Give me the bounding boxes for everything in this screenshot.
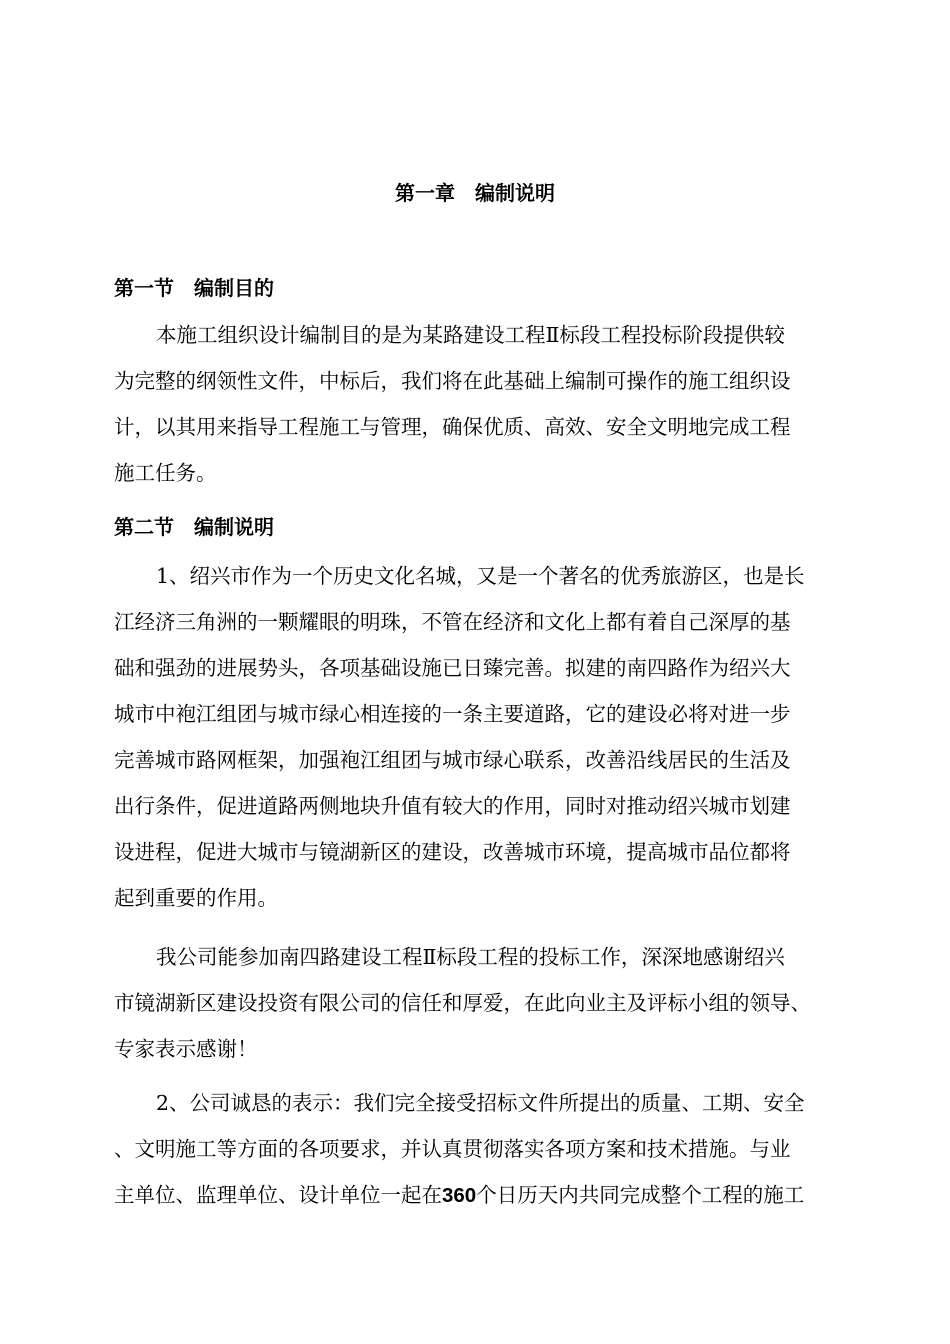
paragraph-purpose xyxy=(114,312,884,496)
text-line: 设进程，促进大城市与镜湖新区的建设，改善城市环境，提高城市品位都将 xyxy=(114,840,791,864)
text-line: 1、绍兴市作为一个历史文化名城，又是一个著名的优秀旅游区，也是长 xyxy=(156,564,805,588)
text-line: 我公司能参加南四路建设工程Ⅱ标段工程的投标工作，深深地感谢绍兴 xyxy=(156,945,785,969)
text-line: 起到重要的作用。 xyxy=(114,886,278,910)
text-line: 础和强劲的进展势头，各项基础设施已日臻完善。拟建的南四路作为绍兴大 xyxy=(114,656,791,680)
section-title-explanation: 第二节 编制说明 xyxy=(114,515,274,539)
text-line: 完善城市路网框架，加强袍江组团与城市绿心联系，改善沿线居民的生活及 xyxy=(114,748,791,772)
text-line: 计，以其用来指导工程施工与管理，确保优质、高效、安全文明地完成工程 xyxy=(114,415,791,439)
paragraph-thanks xyxy=(114,934,884,1072)
duration-days: 360 xyxy=(442,1184,477,1207)
text-line: 城市中袍江组团与城市绿心相连接的一条主要道路，它的建设必将对进一步 xyxy=(114,702,791,726)
section-title-purpose: 第一节 编制目的 xyxy=(114,276,274,300)
text-segment: 主单位、监理单位、设计单位一起在 xyxy=(114,1183,442,1207)
text-line: 施工任务。 xyxy=(114,461,217,485)
text-line xyxy=(114,1172,884,1218)
text-line: 为完整的纲领性文件，中标后，我们将在此基础上编制可操作的施工组织设 xyxy=(114,369,791,393)
text-line: 江经济三角洲的一颗耀眼的明珠，不管在经济和文化上都有着自己深厚的基 xyxy=(114,610,791,634)
text-segment: 个日历天内共同完成整个工程的施工 xyxy=(476,1183,805,1207)
paragraph-city-background xyxy=(114,553,884,921)
text-line: 出行条件，促进道路两侧地块升值有较大的作用，同时对推动绍兴城市划建 xyxy=(114,794,791,818)
text-line: 专家表示感谢！ xyxy=(114,1037,258,1061)
paragraph-commitment xyxy=(114,1080,884,1218)
text-line: 2、公司诚恳的表示：我们完全接受招标文件所提出的质量、工期、安全 xyxy=(156,1091,805,1115)
text-line: 、文明施工等方面的各项要求，并认真贯彻落实各项方案和技术措施。与业 xyxy=(114,1137,791,1161)
text-line: 本施工组织设计编制目的是为某路建设工程Ⅱ标段工程投标阶段提供较 xyxy=(156,323,785,347)
text-line: 市镜湖新区建设投资有限公司的信任和厚爱，在此向业主及评标小组的领导、 xyxy=(114,991,811,1015)
chapter-title: 第一章 编制说明 xyxy=(395,181,555,205)
